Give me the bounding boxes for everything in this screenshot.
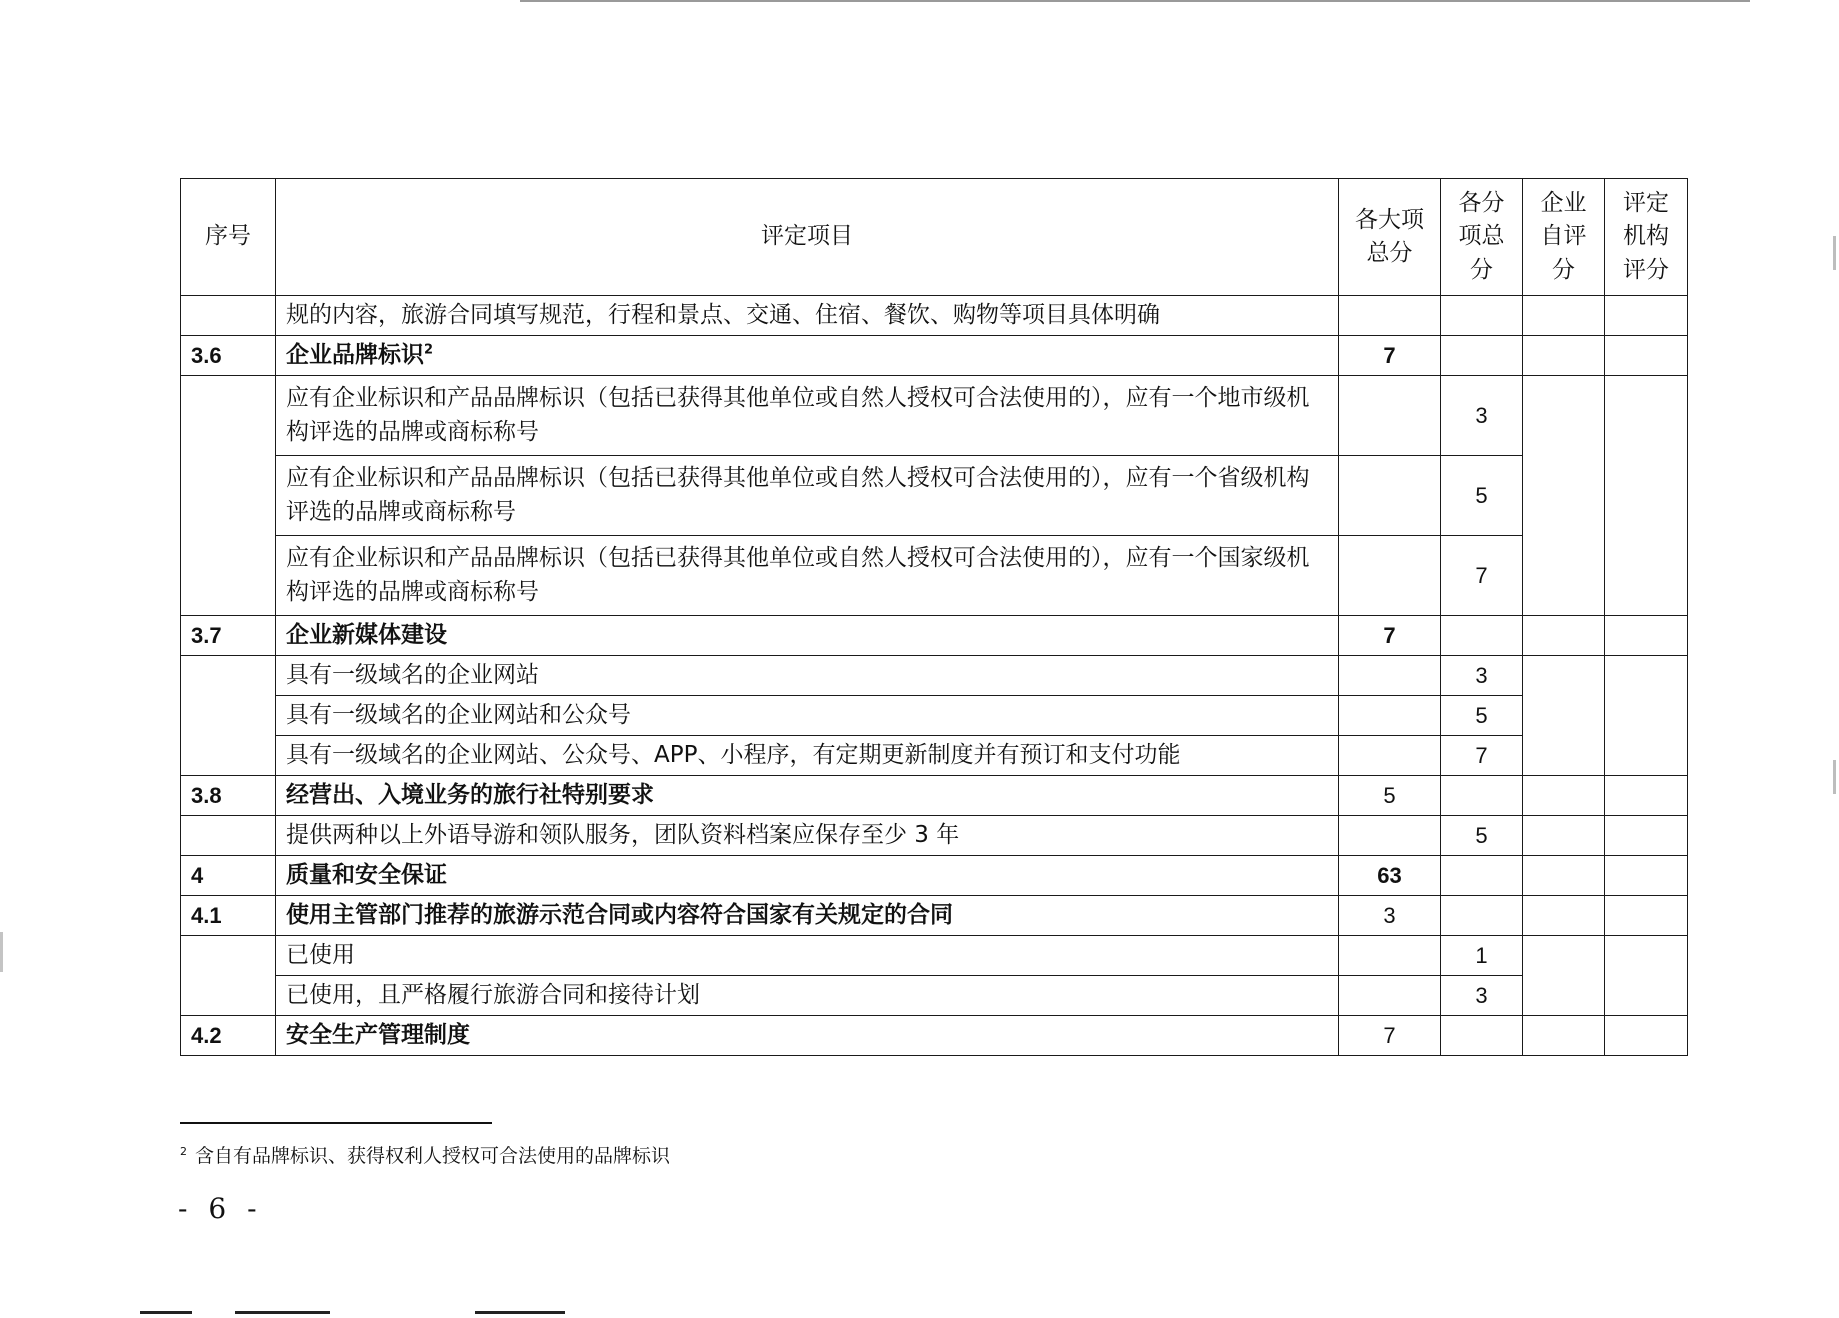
table-row: [181, 696, 1688, 736]
seq-cell: [181, 936, 276, 1016]
sub-total-cell: 7: [1441, 736, 1523, 776]
footnote-marker: 2: [180, 1144, 187, 1158]
org-score-cell: [1605, 656, 1688, 776]
major-total-cell: [1339, 936, 1441, 976]
self-score-cell: [1523, 816, 1605, 856]
scan-margin-mark: [1833, 760, 1836, 794]
self-score-cell: [1523, 336, 1605, 376]
footnote-ref: 2: [424, 342, 434, 358]
footnote-text: 含自有品牌标识、获得权利人授权可合法使用的品牌标识: [195, 1145, 671, 1167]
item-cell: 应有企业标识和产品品牌标识（包括已获得其他单位或自然人授权可合法使用的），应有一个地市级机构评选的品牌或商标称号: [276, 376, 1339, 456]
major-total-cell: [1339, 656, 1441, 696]
org-score-cell: [1605, 776, 1688, 816]
self-score-cell: [1523, 616, 1605, 656]
table-row: [181, 336, 1688, 376]
header-seq: 序号: [181, 179, 276, 296]
footnote: [180, 1141, 670, 1168]
org-score-cell: [1605, 376, 1688, 616]
major-total-cell: [1339, 536, 1441, 616]
major-total-cell: [1339, 696, 1441, 736]
scan-bottom-fragment: [475, 1311, 565, 1314]
table-row: [181, 736, 1688, 776]
major-total-cell: [1339, 376, 1441, 456]
table-row: [181, 376, 1688, 456]
table-row: [181, 1016, 1688, 1056]
self-score-cell: [1523, 936, 1605, 1016]
sub-total-cell: [1441, 896, 1523, 936]
self-score-cell: [1523, 856, 1605, 896]
table-row: [181, 656, 1688, 696]
item-text: 企业品牌标识: [286, 341, 424, 368]
seq-cell: 3.8: [181, 776, 276, 816]
table-row: [181, 296, 1688, 336]
major-total-cell: [1339, 736, 1441, 776]
header-org-score: 评定 机构 评分: [1605, 179, 1688, 296]
sub-total-cell: 3: [1441, 976, 1523, 1016]
seq-cell: 4.1: [181, 896, 276, 936]
sub-total-cell: [1441, 296, 1523, 336]
item-cell: [276, 336, 1339, 376]
org-score-cell: [1605, 616, 1688, 656]
item-cell: 提供两种以上外语导游和领队服务，团队资料档案应保存至少 3 年: [276, 816, 1339, 856]
scan-bottom-fragment: [140, 1311, 192, 1314]
item-cell: 经营出、入境业务的旅行社特别要求: [276, 776, 1339, 816]
scan-margin-mark: [0, 932, 3, 972]
seq-cell: 4: [181, 856, 276, 896]
org-score-cell: [1605, 936, 1688, 1016]
sub-total-cell: [1441, 776, 1523, 816]
org-score-cell: [1605, 296, 1688, 336]
sub-total-cell: 5: [1441, 696, 1523, 736]
item-cell: 安全生产管理制度: [276, 1016, 1339, 1056]
major-total-cell: 3: [1339, 896, 1441, 936]
org-score-cell: [1605, 336, 1688, 376]
scan-margin-mark: [1833, 236, 1836, 270]
table-row: [181, 856, 1688, 896]
sub-total-cell: 3: [1441, 656, 1523, 696]
sub-total-cell: 3: [1441, 376, 1523, 456]
seq-cell: [181, 656, 276, 776]
major-total-cell: 7: [1339, 336, 1441, 376]
seq-cell: [181, 376, 276, 616]
scan-bottom-fragment: [235, 1311, 330, 1314]
sub-total-cell: 5: [1441, 456, 1523, 536]
item-cell: 使用主管部门推荐的旅游示范合同或内容符合国家有关规定的合同: [276, 896, 1339, 936]
major-total-cell: [1339, 976, 1441, 1016]
self-score-cell: [1523, 656, 1605, 776]
item-cell: 质量和安全保证: [276, 856, 1339, 896]
sub-total-cell: [1441, 336, 1523, 376]
item-cell: 具有一级域名的企业网站和公众号: [276, 696, 1339, 736]
sub-total-cell: 7: [1441, 536, 1523, 616]
self-score-cell: [1523, 296, 1605, 336]
table-row: [181, 976, 1688, 1016]
item-cell: 应有企业标识和产品品牌标识（包括已获得其他单位或自然人授权可合法使用的），应有一个省级机构评选的品牌或商标称号: [276, 456, 1339, 536]
seq-cell: [181, 296, 276, 336]
table-row: [181, 776, 1688, 816]
table-row: [181, 456, 1688, 536]
table-row: [181, 896, 1688, 936]
self-score-cell: [1523, 376, 1605, 616]
grading-table: [180, 178, 1688, 1056]
major-total-cell: [1339, 456, 1441, 536]
item-cell: 已使用: [276, 936, 1339, 976]
org-score-cell: [1605, 896, 1688, 936]
sub-total-cell: 1: [1441, 936, 1523, 976]
sub-total-cell: [1441, 856, 1523, 896]
table-row: [181, 936, 1688, 976]
header-row: [181, 179, 1688, 296]
major-total-cell: 7: [1339, 616, 1441, 656]
org-score-cell: [1605, 1016, 1688, 1056]
sub-total-cell: 5: [1441, 816, 1523, 856]
item-cell: 企业新媒体建设: [276, 616, 1339, 656]
footnote-separator: [180, 1122, 492, 1124]
major-total-cell: 63: [1339, 856, 1441, 896]
major-total-cell: 5: [1339, 776, 1441, 816]
table-row: [181, 816, 1688, 856]
page-number: - 6 -: [178, 1192, 263, 1225]
org-score-cell: [1605, 856, 1688, 896]
seq-cell: 3.7: [181, 616, 276, 656]
self-score-cell: [1523, 1016, 1605, 1056]
header-self-score: 企业 自评 分: [1523, 179, 1605, 296]
header-sub-total: 各分 项总 分: [1441, 179, 1523, 296]
major-total-cell: [1339, 296, 1441, 336]
header-item: 评定项目: [276, 179, 1339, 296]
self-score-cell: [1523, 776, 1605, 816]
item-cell: 具有一级域名的企业网站、公众号、APP、小程序，有定期更新制度并有预订和支付功能: [276, 736, 1339, 776]
seq-cell: [181, 816, 276, 856]
header-major-total: 各大项 总分: [1339, 179, 1441, 296]
scan-edge-line: [520, 0, 1750, 2]
table-row: [181, 616, 1688, 656]
seq-cell: 3.6: [181, 336, 276, 376]
item-cell: 规的内容，旅游合同填写规范，行程和景点、交通、住宿、餐饮、购物等项目具体明确: [276, 296, 1339, 336]
item-cell: 已使用，且严格履行旅游合同和接待计划: [276, 976, 1339, 1016]
item-cell: 应有企业标识和产品品牌标识（包括已获得其他单位或自然人授权可合法使用的），应有一个国家级机构评选的品牌或商标称号: [276, 536, 1339, 616]
item-cell: 具有一级域名的企业网站: [276, 656, 1339, 696]
self-score-cell: [1523, 896, 1605, 936]
major-total-cell: 7: [1339, 1016, 1441, 1056]
table-row: [181, 536, 1688, 616]
major-total-cell: [1339, 816, 1441, 856]
org-score-cell: [1605, 816, 1688, 856]
seq-cell: 4.2: [181, 1016, 276, 1056]
sub-total-cell: [1441, 1016, 1523, 1056]
sub-total-cell: [1441, 616, 1523, 656]
